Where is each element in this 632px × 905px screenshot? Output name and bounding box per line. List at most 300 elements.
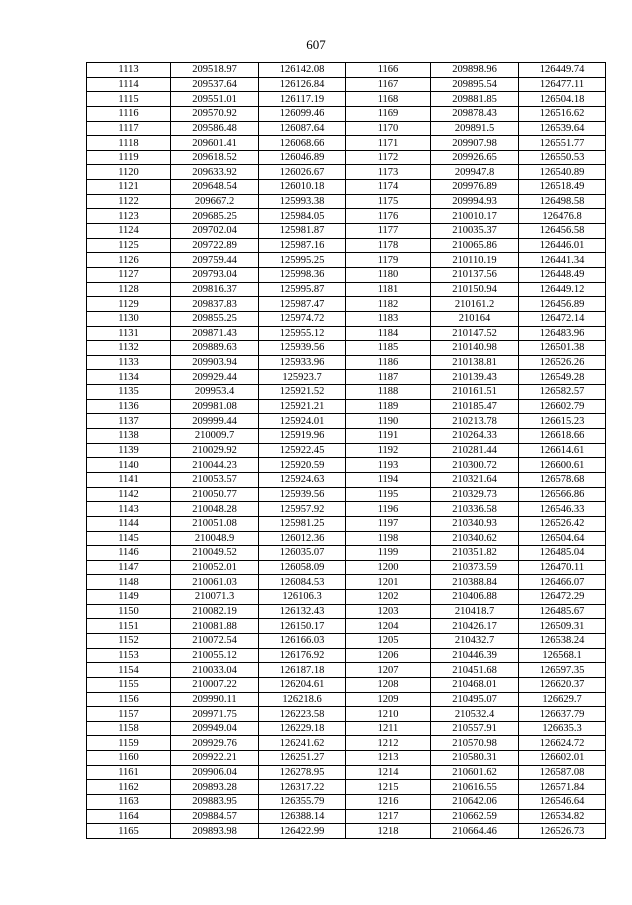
table-row	[87, 736, 606, 751]
x-coordinate-cell: 210340.93	[431, 516, 519, 531]
x-coordinate-cell: 209891.5	[431, 121, 519, 136]
point-id-cell: 1143	[87, 502, 171, 517]
y-coordinate-cell: 126046.89	[259, 150, 346, 165]
x-coordinate-cell: 209881.85	[431, 92, 519, 107]
y-coordinate-cell: 125921.21	[259, 399, 346, 414]
table-row	[87, 355, 606, 370]
point-id-cell: 1160	[87, 751, 171, 766]
y-coordinate-cell: 126550.53	[519, 150, 606, 165]
x-coordinate-cell: 209601.41	[171, 136, 259, 151]
x-coordinate-cell: 209537.64	[171, 77, 259, 92]
x-coordinate-cell: 209816.37	[171, 282, 259, 297]
point-id-cell: 1189	[346, 399, 431, 414]
point-id-cell: 1134	[87, 370, 171, 385]
point-id-cell: 1178	[346, 238, 431, 253]
x-coordinate-cell: 210050.77	[171, 487, 259, 502]
point-id-cell: 1215	[346, 780, 431, 795]
y-coordinate-cell: 125919.96	[259, 429, 346, 444]
table-row	[87, 370, 606, 385]
x-coordinate-cell: 210082.19	[171, 604, 259, 619]
table-row	[87, 238, 606, 253]
point-id-cell: 1203	[346, 604, 431, 619]
x-coordinate-cell: 210033.04	[171, 663, 259, 678]
table-row	[87, 341, 606, 356]
table-row	[87, 282, 606, 297]
point-id-cell: 1123	[87, 209, 171, 224]
point-id-cell: 1163	[87, 795, 171, 810]
y-coordinate-cell: 126618.66	[519, 429, 606, 444]
coordinates-table	[86, 62, 606, 839]
table-row	[87, 765, 606, 780]
table-row	[87, 502, 606, 517]
x-coordinate-cell: 210161.51	[431, 385, 519, 400]
point-id-cell: 1197	[346, 516, 431, 531]
point-id-cell: 1199	[346, 546, 431, 561]
y-coordinate-cell: 126546.64	[519, 795, 606, 810]
table-row	[87, 443, 606, 458]
y-coordinate-cell: 126629.7	[519, 692, 606, 707]
point-id-cell: 1191	[346, 429, 431, 444]
point-id-cell: 1213	[346, 751, 431, 766]
point-id-cell: 1196	[346, 502, 431, 517]
x-coordinate-cell: 210053.57	[171, 472, 259, 487]
x-coordinate-cell: 209685.25	[171, 209, 259, 224]
point-id-cell: 1126	[87, 253, 171, 268]
point-id-cell: 1130	[87, 311, 171, 326]
point-id-cell: 1117	[87, 121, 171, 136]
y-coordinate-cell: 126422.99	[259, 824, 346, 839]
x-coordinate-cell: 210601.62	[431, 765, 519, 780]
x-coordinate-cell: 210406.88	[431, 590, 519, 605]
x-coordinate-cell: 209793.04	[171, 267, 259, 282]
point-id-cell: 1145	[87, 531, 171, 546]
table-row	[87, 429, 606, 444]
y-coordinate-cell: 126466.07	[519, 575, 606, 590]
y-coordinate-cell: 126602.79	[519, 399, 606, 414]
y-coordinate-cell: 126388.14	[259, 809, 346, 824]
table-row	[87, 824, 606, 839]
y-coordinate-cell: 126026.67	[259, 165, 346, 180]
x-coordinate-cell: 209759.44	[171, 253, 259, 268]
point-id-cell: 1161	[87, 765, 171, 780]
x-coordinate-cell: 209907.98	[431, 136, 519, 151]
x-coordinate-cell: 210351.82	[431, 546, 519, 561]
y-coordinate-cell: 126501.38	[519, 341, 606, 356]
x-coordinate-cell: 210137.56	[431, 267, 519, 282]
table-row	[87, 267, 606, 282]
x-coordinate-cell: 209976.89	[431, 180, 519, 195]
x-coordinate-cell: 209633.92	[171, 165, 259, 180]
point-id-cell: 1214	[346, 765, 431, 780]
x-coordinate-cell: 209949.04	[171, 721, 259, 736]
x-coordinate-cell: 209570.92	[171, 106, 259, 121]
x-coordinate-cell: 210150.94	[431, 282, 519, 297]
table-row	[87, 121, 606, 136]
y-coordinate-cell: 126549.28	[519, 370, 606, 385]
point-id-cell: 1205	[346, 633, 431, 648]
x-coordinate-cell: 210081.88	[171, 619, 259, 634]
y-coordinate-cell: 126449.12	[519, 282, 606, 297]
x-coordinate-cell: 210580.31	[431, 751, 519, 766]
table-row	[87, 63, 606, 78]
table-row	[87, 663, 606, 678]
table-row	[87, 209, 606, 224]
x-coordinate-cell: 209926.65	[431, 150, 519, 165]
point-id-cell: 1183	[346, 311, 431, 326]
table-row	[87, 633, 606, 648]
x-coordinate-cell: 209898.96	[431, 63, 519, 78]
y-coordinate-cell: 125955.12	[259, 326, 346, 341]
x-coordinate-cell: 209990.11	[171, 692, 259, 707]
x-coordinate-cell: 210007.22	[171, 677, 259, 692]
point-id-cell: 1154	[87, 663, 171, 678]
point-id-cell: 1190	[346, 414, 431, 429]
x-coordinate-cell: 210662.59	[431, 809, 519, 824]
x-coordinate-cell: 210340.62	[431, 531, 519, 546]
point-id-cell: 1207	[346, 663, 431, 678]
x-coordinate-cell: 210048.9	[171, 531, 259, 546]
x-coordinate-cell: 210495.07	[431, 692, 519, 707]
x-coordinate-cell: 210029.92	[171, 443, 259, 458]
point-id-cell: 1139	[87, 443, 171, 458]
y-coordinate-cell: 126355.79	[259, 795, 346, 810]
y-coordinate-cell: 126176.92	[259, 648, 346, 663]
y-coordinate-cell: 125957.92	[259, 502, 346, 517]
y-coordinate-cell: 126526.73	[519, 824, 606, 839]
x-coordinate-cell: 210052.01	[171, 560, 259, 575]
x-coordinate-cell: 210009.7	[171, 429, 259, 444]
table-row	[87, 136, 606, 151]
table-row	[87, 560, 606, 575]
x-coordinate-cell: 210373.59	[431, 560, 519, 575]
y-coordinate-cell: 126637.79	[519, 707, 606, 722]
point-id-cell: 1211	[346, 721, 431, 736]
point-id-cell: 1180	[346, 267, 431, 282]
point-id-cell: 1179	[346, 253, 431, 268]
point-id-cell: 1129	[87, 297, 171, 312]
table-row	[87, 92, 606, 107]
point-id-cell: 1206	[346, 648, 431, 663]
table-row	[87, 721, 606, 736]
y-coordinate-cell: 126538.24	[519, 633, 606, 648]
y-coordinate-cell: 126485.67	[519, 604, 606, 619]
x-coordinate-cell: 210664.46	[431, 824, 519, 839]
y-coordinate-cell: 126620.37	[519, 677, 606, 692]
table-row	[87, 780, 606, 795]
x-coordinate-cell: 209878.43	[431, 106, 519, 121]
table-row	[87, 604, 606, 619]
point-id-cell: 1217	[346, 809, 431, 824]
point-id-cell: 1171	[346, 136, 431, 151]
x-coordinate-cell: 210035.37	[431, 224, 519, 239]
point-id-cell: 1172	[346, 150, 431, 165]
x-coordinate-cell: 209722.89	[171, 238, 259, 253]
table-row	[87, 106, 606, 121]
y-coordinate-cell: 125922.45	[259, 443, 346, 458]
x-coordinate-cell: 210048.28	[171, 502, 259, 517]
x-coordinate-cell: 210432.7	[431, 633, 519, 648]
point-id-cell: 1114	[87, 77, 171, 92]
y-coordinate-cell: 126566.86	[519, 487, 606, 502]
y-coordinate-cell: 126441.34	[519, 253, 606, 268]
y-coordinate-cell: 126624.72	[519, 736, 606, 751]
y-coordinate-cell: 126117.19	[259, 92, 346, 107]
x-coordinate-cell: 210061.03	[171, 575, 259, 590]
y-coordinate-cell: 126472.29	[519, 590, 606, 605]
x-coordinate-cell: 209518.97	[171, 63, 259, 78]
point-id-cell: 1216	[346, 795, 431, 810]
point-id-cell: 1168	[346, 92, 431, 107]
y-coordinate-cell: 126516.62	[519, 106, 606, 121]
y-coordinate-cell: 126476.8	[519, 209, 606, 224]
y-coordinate-cell: 126223.58	[259, 707, 346, 722]
point-id-cell: 1131	[87, 326, 171, 341]
table-row	[87, 487, 606, 502]
x-coordinate-cell: 210532.4	[431, 707, 519, 722]
table-row	[87, 253, 606, 268]
x-coordinate-cell: 210071.3	[171, 590, 259, 605]
point-id-cell: 1120	[87, 165, 171, 180]
point-id-cell: 1152	[87, 633, 171, 648]
table-row	[87, 692, 606, 707]
point-id-cell: 1138	[87, 429, 171, 444]
x-coordinate-cell: 210642.06	[431, 795, 519, 810]
point-id-cell: 1195	[346, 487, 431, 502]
point-id-cell: 1142	[87, 487, 171, 502]
point-id-cell: 1140	[87, 458, 171, 473]
page-number: 607	[306, 37, 326, 52]
x-coordinate-cell: 209947.8	[431, 165, 519, 180]
y-coordinate-cell: 125984.05	[259, 209, 346, 224]
y-coordinate-cell: 126449.74	[519, 63, 606, 78]
y-coordinate-cell: 126587.08	[519, 765, 606, 780]
point-id-cell: 1175	[346, 194, 431, 209]
table-row	[87, 619, 606, 634]
y-coordinate-cell: 126084.53	[259, 575, 346, 590]
x-coordinate-cell: 210557.91	[431, 721, 519, 736]
point-id-cell: 1119	[87, 150, 171, 165]
y-coordinate-cell: 126142.08	[259, 63, 346, 78]
y-coordinate-cell: 126010.18	[259, 180, 346, 195]
point-id-cell: 1124	[87, 224, 171, 239]
x-coordinate-cell: 210300.72	[431, 458, 519, 473]
y-coordinate-cell: 126218.6	[259, 692, 346, 707]
y-coordinate-cell: 126448.49	[519, 267, 606, 282]
x-coordinate-cell: 210140.98	[431, 341, 519, 356]
y-coordinate-cell: 126229.18	[259, 721, 346, 736]
point-id-cell: 1193	[346, 458, 431, 473]
x-coordinate-cell: 210110.19	[431, 253, 519, 268]
point-id-cell: 1150	[87, 604, 171, 619]
y-coordinate-cell: 126498.58	[519, 194, 606, 209]
y-coordinate-cell: 126635.3	[519, 721, 606, 736]
x-coordinate-cell: 209871.43	[171, 326, 259, 341]
y-coordinate-cell: 126540.89	[519, 165, 606, 180]
x-coordinate-cell: 210570.98	[431, 736, 519, 751]
table-row	[87, 531, 606, 546]
point-id-cell: 1147	[87, 560, 171, 575]
y-coordinate-cell: 125924.01	[259, 414, 346, 429]
x-coordinate-cell: 209929.76	[171, 736, 259, 751]
x-coordinate-cell: 210264.33	[431, 429, 519, 444]
table-row	[87, 648, 606, 663]
y-coordinate-cell: 125981.87	[259, 224, 346, 239]
x-coordinate-cell: 209889.63	[171, 341, 259, 356]
x-coordinate-cell: 210072.54	[171, 633, 259, 648]
y-coordinate-cell: 126058.09	[259, 560, 346, 575]
y-coordinate-cell: 126204.61	[259, 677, 346, 692]
y-coordinate-cell: 125987.16	[259, 238, 346, 253]
y-coordinate-cell: 126068.66	[259, 136, 346, 151]
x-coordinate-cell: 209893.28	[171, 780, 259, 795]
point-id-cell: 1116	[87, 106, 171, 121]
x-coordinate-cell: 209586.48	[171, 121, 259, 136]
point-id-cell: 1166	[346, 63, 431, 78]
y-coordinate-cell: 125993.38	[259, 194, 346, 209]
y-coordinate-cell: 126485.04	[519, 546, 606, 561]
y-coordinate-cell: 126571.84	[519, 780, 606, 795]
x-coordinate-cell: 210336.58	[431, 502, 519, 517]
table-row	[87, 472, 606, 487]
point-id-cell: 1113	[87, 63, 171, 78]
y-coordinate-cell: 126600.61	[519, 458, 606, 473]
table-row	[87, 165, 606, 180]
y-coordinate-cell: 126539.64	[519, 121, 606, 136]
x-coordinate-cell: 210329.73	[431, 487, 519, 502]
y-coordinate-cell: 126578.68	[519, 472, 606, 487]
y-coordinate-cell: 126106.3	[259, 590, 346, 605]
y-coordinate-cell: 125995.25	[259, 253, 346, 268]
point-id-cell: 1146	[87, 546, 171, 561]
point-id-cell: 1156	[87, 692, 171, 707]
point-id-cell: 1187	[346, 370, 431, 385]
point-id-cell: 1218	[346, 824, 431, 839]
x-coordinate-cell: 209953.4	[171, 385, 259, 400]
y-coordinate-cell: 126241.62	[259, 736, 346, 751]
table-row	[87, 399, 606, 414]
x-coordinate-cell: 209971.75	[171, 707, 259, 722]
x-coordinate-cell: 209895.54	[431, 77, 519, 92]
x-coordinate-cell: 209893.98	[171, 824, 259, 839]
y-coordinate-cell: 126166.03	[259, 633, 346, 648]
point-id-cell: 1181	[346, 282, 431, 297]
y-coordinate-cell: 126035.07	[259, 546, 346, 561]
x-coordinate-cell: 210044.23	[171, 458, 259, 473]
x-coordinate-cell: 209855.25	[171, 311, 259, 326]
y-coordinate-cell: 125974.72	[259, 311, 346, 326]
y-coordinate-cell: 126615.23	[519, 414, 606, 429]
y-coordinate-cell: 125998.36	[259, 267, 346, 282]
y-coordinate-cell: 126012.36	[259, 531, 346, 546]
table-row	[87, 809, 606, 824]
table-row	[87, 385, 606, 400]
y-coordinate-cell: 126534.82	[519, 809, 606, 824]
y-coordinate-cell: 125981.25	[259, 516, 346, 531]
x-coordinate-cell: 210010.17	[431, 209, 519, 224]
point-id-cell: 1144	[87, 516, 171, 531]
y-coordinate-cell: 126509.31	[519, 619, 606, 634]
y-coordinate-cell: 125987.47	[259, 297, 346, 312]
point-id-cell: 1157	[87, 707, 171, 722]
x-coordinate-cell: 210051.08	[171, 516, 259, 531]
point-id-cell: 1184	[346, 326, 431, 341]
x-coordinate-cell: 210281.44	[431, 443, 519, 458]
table-row	[87, 326, 606, 341]
y-coordinate-cell: 126504.18	[519, 92, 606, 107]
y-coordinate-cell: 125920.59	[259, 458, 346, 473]
y-coordinate-cell: 126614.61	[519, 443, 606, 458]
point-id-cell: 1159	[87, 736, 171, 751]
table-row	[87, 677, 606, 692]
y-coordinate-cell: 126132.43	[259, 604, 346, 619]
x-coordinate-cell: 209929.44	[171, 370, 259, 385]
point-id-cell: 1151	[87, 619, 171, 634]
y-coordinate-cell: 125939.56	[259, 341, 346, 356]
x-coordinate-cell: 209999.44	[171, 414, 259, 429]
point-id-cell: 1148	[87, 575, 171, 590]
point-id-cell: 1121	[87, 180, 171, 195]
table-row	[87, 795, 606, 810]
y-coordinate-cell: 125921.52	[259, 385, 346, 400]
point-id-cell: 1188	[346, 385, 431, 400]
point-id-cell: 1122	[87, 194, 171, 209]
x-coordinate-cell: 210418.7	[431, 604, 519, 619]
point-id-cell: 1164	[87, 809, 171, 824]
y-coordinate-cell: 126546.33	[519, 502, 606, 517]
x-coordinate-cell: 209883.95	[171, 795, 259, 810]
y-coordinate-cell: 126317.22	[259, 780, 346, 795]
x-coordinate-cell: 210065.86	[431, 238, 519, 253]
x-coordinate-cell: 210468.01	[431, 677, 519, 692]
point-id-cell: 1173	[346, 165, 431, 180]
point-id-cell: 1176	[346, 209, 431, 224]
x-coordinate-cell: 209922.21	[171, 751, 259, 766]
table-row	[87, 575, 606, 590]
point-id-cell: 1132	[87, 341, 171, 356]
table-row	[87, 546, 606, 561]
x-coordinate-cell: 210161.2	[431, 297, 519, 312]
point-id-cell: 1169	[346, 106, 431, 121]
y-coordinate-cell: 126087.64	[259, 121, 346, 136]
y-coordinate-cell: 126472.14	[519, 311, 606, 326]
y-coordinate-cell: 126602.01	[519, 751, 606, 766]
x-coordinate-cell: 209981.08	[171, 399, 259, 414]
x-coordinate-cell: 210164	[431, 311, 519, 326]
coordinates-table-body	[87, 63, 606, 839]
y-coordinate-cell: 126483.96	[519, 326, 606, 341]
y-coordinate-cell: 126456.89	[519, 297, 606, 312]
y-coordinate-cell: 125923.7	[259, 370, 346, 385]
point-id-cell: 1185	[346, 341, 431, 356]
y-coordinate-cell: 126551.77	[519, 136, 606, 151]
x-coordinate-cell: 209994.93	[431, 194, 519, 209]
point-id-cell: 1202	[346, 590, 431, 605]
point-id-cell: 1174	[346, 180, 431, 195]
x-coordinate-cell: 209906.04	[171, 765, 259, 780]
x-coordinate-cell: 210388.84	[431, 575, 519, 590]
point-id-cell: 1204	[346, 619, 431, 634]
y-coordinate-cell: 126582.57	[519, 385, 606, 400]
x-coordinate-cell: 210321.64	[431, 472, 519, 487]
point-id-cell: 1135	[87, 385, 171, 400]
point-id-cell: 1141	[87, 472, 171, 487]
y-coordinate-cell: 126278.95	[259, 765, 346, 780]
x-coordinate-cell: 210446.39	[431, 648, 519, 663]
point-id-cell: 1177	[346, 224, 431, 239]
y-coordinate-cell: 125995.87	[259, 282, 346, 297]
point-id-cell: 1133	[87, 355, 171, 370]
y-coordinate-cell: 125924.63	[259, 472, 346, 487]
